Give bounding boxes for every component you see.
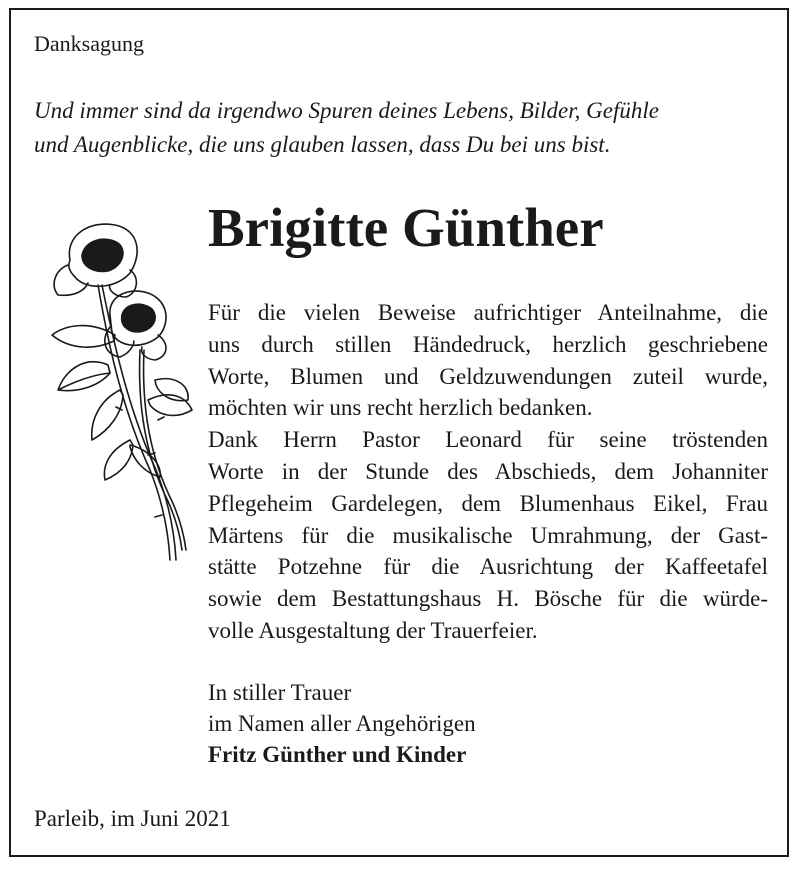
- text-line: volle Ausgestaltung der Trauerfeier.: [208, 617, 538, 643]
- text-line: möchten wir uns recht herzlich bedanken.: [208, 395, 593, 421]
- text-line: Dank Herrn Pastor Leonard für seine tröstenden: [208, 427, 768, 453]
- place-date: Parleib, im Juni 2021: [34, 806, 231, 831]
- thanks-text: [208, 297, 768, 647]
- signature: Fritz Günther und Kinder: [208, 742, 467, 767]
- deceased-name: Brigitte Günther: [208, 197, 604, 258]
- motto-line: und Augenblicke, die uns glauben lassen, dass Du bei uns bist.: [34, 132, 611, 157]
- text-line: Märtens für die musikalische Umrahmung, der Gast-: [208, 522, 768, 548]
- text-line: Für die vielen Beweise aufrichtiger Anteilnahme, die: [208, 300, 768, 325]
- text-line: uns durch stillen Händedruck, herzlich geschriebene: [208, 331, 768, 357]
- signoff: [208, 677, 476, 770]
- notice-heading: Danksagung: [34, 31, 144, 56]
- motto-line: Und immer sind da irgendwo Spuren deines Lebens, Bilder, Gefühle: [34, 98, 659, 123]
- text-line: sowie dem Bestattungshaus H. Bösche für die würde-: [208, 586, 768, 612]
- motto-quote: [34, 94, 734, 162]
- roses-illustration: [30, 215, 200, 570]
- text-line: Pflegeheim Gardelegen, dem Blumenhaus Eikel, Frau: [208, 490, 768, 516]
- text-line: Worte in der Stunde des Abschieds, dem Johanniter: [208, 458, 768, 484]
- text-line: stätte Potzehne für die Ausrichtung der Kaffeetafel: [208, 554, 768, 580]
- signoff-line: im Namen aller Angehörigen: [208, 711, 476, 736]
- signoff-line: In stiller Trauer: [208, 680, 352, 705]
- text-line: Worte, Blumen und Geldzuwendungen zuteil wurde,: [208, 363, 768, 389]
